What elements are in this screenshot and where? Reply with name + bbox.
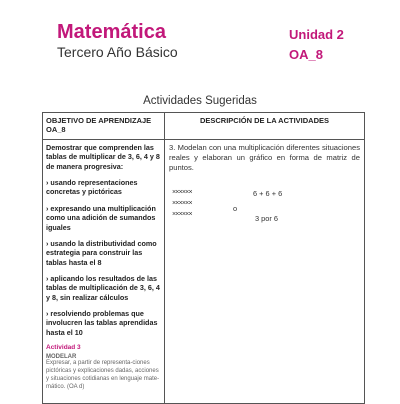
or-label: o [233,203,238,213]
description-cell [165,140,365,404]
sum-expression: 6 + 6 + 6 [253,188,283,198]
header-subtitle: Tercero Año Básico [57,44,178,60]
objective-bullet: › usando representaciones concretas y pictóricas [46,178,138,197]
activities-table [42,112,365,404]
activity-description: 3. Modelan con una multiplicación diferentes situaciones reales y elaboran un gráfico en forma de matriz de puntos. [169,143,360,172]
objective-bullet: › usando la distributividad como estrategia para construir las tablas hasta el 8 [46,238,157,267]
dot-matrix-figure [169,181,360,241]
header-unit: Unidad 2 [289,27,344,42]
section-title: Actividades Sugeridas [143,95,257,107]
objective-bullet: › aplicando los resultados de las tablas de multiplicación de 3, 6, 4 y 8, sin realizar cálculos [46,273,160,302]
description-header: DESCRIPCIÓN DE LA ACTIVIDADES [165,113,365,140]
objective-cell [43,140,165,404]
objective-bullet: › expresando una multiplicación como una adición de sumandos iguales [46,203,156,232]
matrix-row: ×××××× [172,199,192,207]
table-body-row [43,140,365,404]
activity-subtitle: MODELAR [46,354,77,361]
table-header-row [43,113,365,140]
times-expression: 3 por 6 [255,213,279,223]
activity-title: Actividad 3 [46,344,81,352]
header-title: Matemática [57,21,166,43]
matrix-row: ×××××× [172,210,192,218]
activity-text: Expresar, a partir de representa-ciones pictóricas y explicaciones dadas, acciones y situaciones cotidianas en lenguaje mate-mático. (OA d) [46,360,160,390]
header-oa: OA_8 [289,47,323,62]
objective-bullet: › resolviendo problemas que involucren las tablas aprendidas hasta el 10 [46,309,158,337]
matrix-row: ×××××× [172,188,192,196]
objective-intro: Demostrar que comprenden las tablas de multiplicar de 3, 6, 4 y 8 de manera progresiva: [46,143,160,171]
objective-header: OBJETIVO DE APRENDIZAJE OA_8 [43,113,165,140]
